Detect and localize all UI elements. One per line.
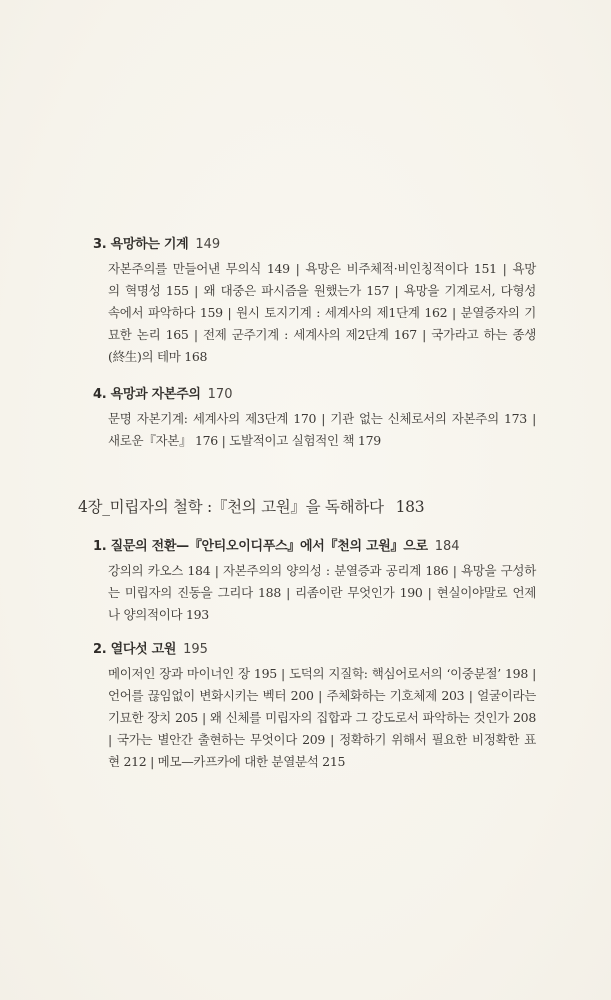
toc-entry-text-line: 기묘한 장치 205 | 왜 신체를 미립자의 집합과 그 강도로서 파악하는 것인가 208 [108,710,536,725]
toc-entry [93,386,538,452]
toc-entry-text-line: 문명 자본기계: 세계사의 제3단계 170 | 기관 없는 신체로서의 자본주의 173 | [108,411,536,426]
toc-entry-heading [93,386,538,404]
toc-entry-heading [93,538,538,556]
toc-entry-text-line: | 국가는 별안간 출현하는 무엇이다 209 | 정확하기 위해서 필요한 비정확한 표 [108,732,536,747]
toc-entry-page-number: 195 [183,642,208,657]
toc-entry-text-line: (終生)의 테마 168 [108,349,208,364]
toc-entry-title: 1. 질문의 전환—『안티오이디푸스』에서『천의 고원』으로 [93,539,428,554]
toc-entry-page-number: 184 [434,539,460,554]
toc-entry [93,236,538,368]
toc-entry-text-line: 나 양의적이다 193 [108,607,209,622]
toc-entry-text-line: 자본주의를 만들어낸 무의식 149 | 욕망은 비주체적·비인칭적이다 151 | 욕망 [108,261,536,276]
toc-entry-text-line: 묘한 논리 165 | 전제 군주기계 : 세계사의 제2단계 167 | 국가라고 하는 종생 [108,327,536,342]
toc-entry-text-line: 메이저인 장과 마이너인 장 195 | 도덕의 지질학: 핵심어로서의 ‘이중분절’ 198 | [108,666,536,681]
toc-entry-heading [93,641,538,659]
chapter-heading [78,496,424,518]
toc-entry-page-number: 170 [207,387,233,402]
toc-entry-text-line: 속에서 파악하다 159 | 원시 토지기계 : 세계사의 제1단계 162 | 분열증자의 기 [108,305,536,320]
toc-entry-text-line: 는 미립자의 진동을 그리다 188 | 리좀이란 무엇인가 190 | 현실이야말로 언제 [108,585,536,600]
toc-entry-title: 2. 열다섯 고원 [93,642,177,657]
toc-entry-text-line: 현 212 | 메모—카프카에 대한 분열분석 215 [108,754,346,769]
toc-entry-heading [93,236,538,254]
chapter-title: 4장_미립자의 철학 :『천의 고원』을 독해하다 [78,498,384,516]
toc-entry [93,641,538,773]
toc-entry-title: 4. 욕망과 자본주의 [93,387,201,402]
toc-entry-title: 3. 욕망하는 기계 [93,237,189,252]
toc-entry-page-number: 149 [195,237,221,252]
toc-entry-text-line: 새로운『자본』 176 | 도발적이고 실험적인 책 179 [108,433,381,448]
toc-entry-text-line: 의 혁명성 155 | 왜 대중은 파시즘을 원했는가 157 | 욕망을 기계로서, 다형성 [108,283,536,298]
toc-entry [93,538,538,626]
toc-entry-text-line: 강의의 카오스 184 | 자본주의의 양의성 : 분열증과 공리계 186 | 욕망을 구성하 [108,563,536,578]
chapter-page-number: 183 [395,498,425,516]
toc-entry-text-line: 언어를 끊임없이 변화시키는 벡터 200 | 주체화하는 기호체제 203 | 얼굴이라는 [108,688,536,703]
